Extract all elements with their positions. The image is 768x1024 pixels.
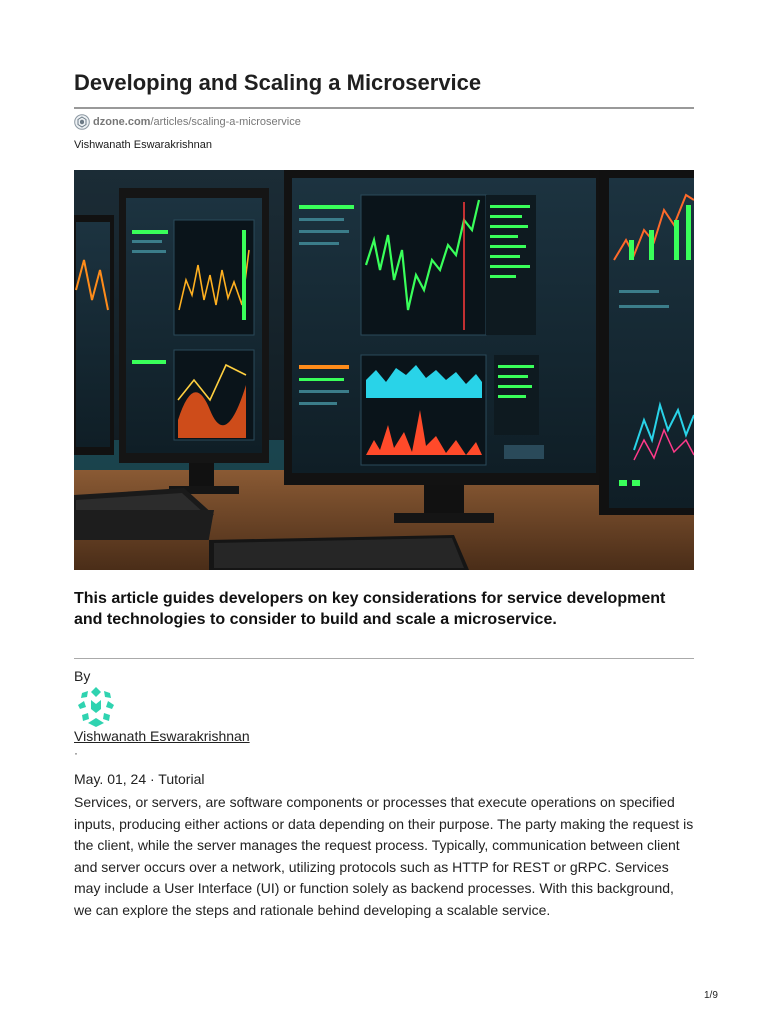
hero-image xyxy=(74,170,694,570)
article-subtitle: This article guides developers on key considerations for service development and technologies to consider to build and scale a microservice. xyxy=(74,590,666,628)
title-divider xyxy=(74,107,694,109)
by-label: By xyxy=(74,668,91,684)
byline-separator: · xyxy=(74,746,78,760)
article-body-paragraph: Services, or servers, are software components or processes that execute operations on specified inputs, producing either actions or data depending on their purpose. The party making the request is the client, while the server manages the request process. Typically, communication between client and server occurs over a network, utilizing protocols such as HTTP for REST or gRPC. Services may include a User Interface (UI) or function solely as backend processes. With this background, we can explore the steps and rationale behind developing a scalable service. xyxy=(74,794,694,918)
article-meta: May. 01, 24 · Tutorial xyxy=(74,771,205,787)
article-title: Developing and Scaling a Microservice xyxy=(74,70,482,95)
source-url[interactable] xyxy=(74,113,301,131)
subtitle-divider xyxy=(74,658,694,659)
top-author: Vishwanath Eswarakrishnan xyxy=(74,139,212,151)
author-link[interactable]: Vishwanath Eswarakrishnan xyxy=(74,728,250,744)
source-domain: dzone.com xyxy=(93,116,151,128)
source-path: /articles/scaling-a-microservice xyxy=(150,116,301,128)
dzone-logo-icon xyxy=(74,114,90,130)
author-avatar-icon[interactable] xyxy=(74,685,118,729)
page-number: 1/9 xyxy=(704,990,718,1001)
